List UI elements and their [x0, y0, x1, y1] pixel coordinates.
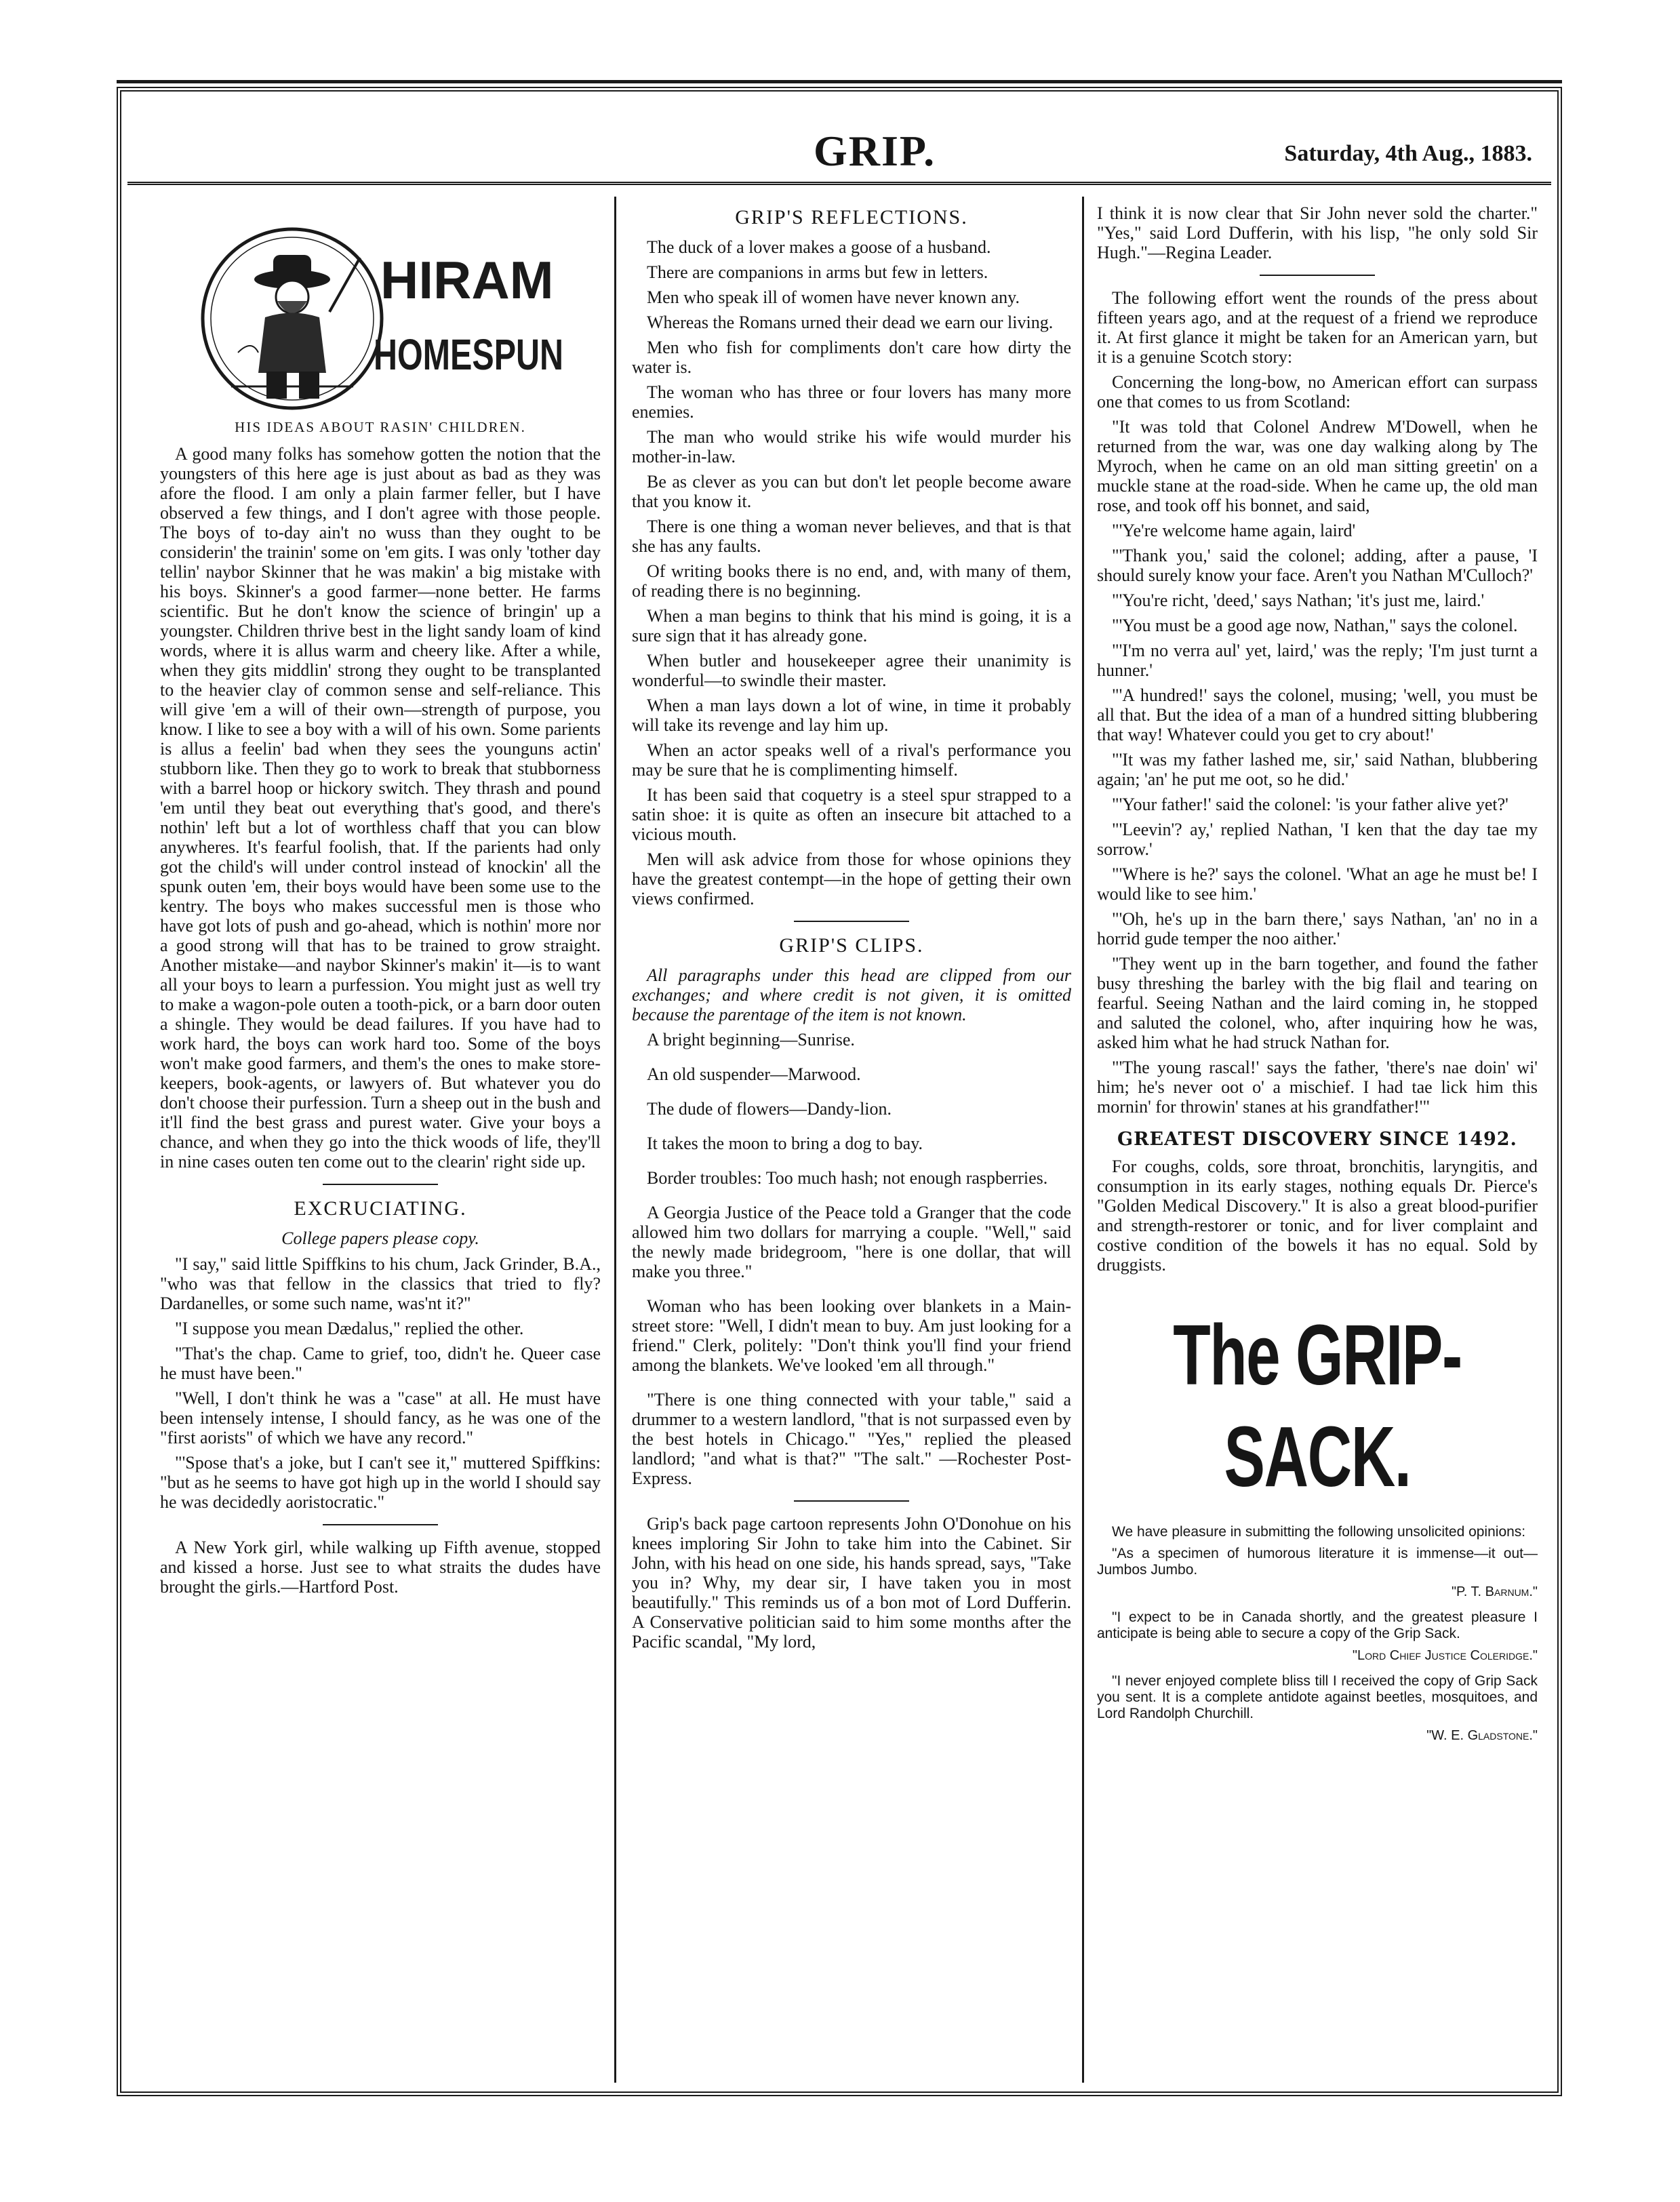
clip-item: An old suspender—Marwood. [647, 1064, 861, 1084]
reflection-item: When butler and housekeeper agree their unanimity is wonderful—to swindle their master. [632, 651, 1071, 690]
reflection-item: Men who speak ill of women have never known any. [647, 287, 1020, 307]
georgia-para: A Georgia Justice of the Peace told a Granger that the code allowed him two dollars for marrying a couple. "Well," said the newly made bridegroom, "here is one dollar, that will make you three." [632, 1203, 1071, 1281]
story-para: "'The young rascal!' says the father, 'there's nae doin' wi' him; he's never oot o' a mischief. I had tae lick him this mornin' for throwin' stanes at his grandfather!'" [1097, 1058, 1538, 1117]
column-1 [160, 203, 601, 2081]
reflection-item: There are companions in arms but few in letters. [647, 262, 988, 282]
reflection-item: Men will ask advice from those for whose opinions they have the greatest contempt—in the hope of getting their own views confirmed. [632, 849, 1071, 908]
story-para: "'Where is he?' says the colonel. 'What an age he must be! I would like to see him.' [1097, 864, 1538, 904]
section-divider [1260, 275, 1375, 276]
reflection-item: Men who fish for compliments don't care how dirty the water is. [632, 338, 1071, 377]
excruciating-heading: EXCRUCIATING. [294, 1197, 467, 1220]
continued-para: I think it is now clear that Sir John never sold the charter." "Yes," said Lord Dufferin, with his lisp, "he only sold Sir Hugh."—Regina Leader. [1097, 203, 1538, 262]
gripsack-opinions [1097, 1524, 1538, 1744]
column-2 [632, 203, 1071, 2081]
story-para: "'Oh, he's up in the barn there,' says Nathan, 'an' no in a horrid gude temper the noo aither.' [1097, 909, 1538, 948]
excruciating-para: "Well, I don't think he was a "case" at all. He must have been intensely intense, I should fancy, as he was one of the "first aorists" of which we have any record." [160, 1388, 601, 1447]
clip-item: Border troubles: Too much hash; not enough raspberries. [647, 1168, 1048, 1188]
gripsack-attribution: "P. T. Barnum." [1451, 1584, 1538, 1599]
reflection-item: Of writing books there is no end, and, with many of them, of reading there is no beginning. [632, 561, 1071, 601]
masthead-rule [127, 182, 1551, 185]
story-para: "'Ye're welcome hame again, laird' [1112, 521, 1356, 540]
story-para: "They went up in the barn together, and found the father busy threshing the barley with the big flail and tearing on fearful. Seeing Nathan and the laird coming in, he stopped and saluted the colonel, who, after inquiring how he was, asked him what he had struck Nathan for. [1097, 954, 1538, 1052]
clip-item: It takes the moon to bring a dog to bay. [647, 1134, 923, 1153]
masthead-date: Saturday, 4th Aug., 1883. [1284, 141, 1532, 166]
scotch-intro: The following effort went the rounds of the press about fifteen years ago, and at the request of a friend we reproduce it. At first glance it might be taken for an American yarn, but it is a genuine Scotch story: [1097, 288, 1538, 367]
reflection-item: It has been said that coquetry is a steel spur strapped to a satin shoe: it is quite as often an insecure bit attached to a vicious mouth. [632, 785, 1071, 844]
excruciating-para: "'Spose that's a joke, but I can't see it," muttered Spiffkins: "but as he seems to have got high up in the world I should say he was decidedly aoristocratic." [160, 1453, 601, 1512]
reflection-item: When a man begins to think that his mind is going, it is a sure sign that it has already gone. [632, 606, 1071, 645]
story-para: "'I'm no verra aul' yet, laird,' was the reply; 'I'm just turnt a hunner.' [1097, 641, 1538, 680]
clip-item: The dude of flowers—Dandy-lion. [647, 1099, 892, 1119]
reflection-item: There is one thing a woman never believes, and that is that she has any faults. [632, 517, 1071, 556]
section-divider [323, 1524, 438, 1525]
scotch-intro: Concerning the long-bow, no American effort can surpass one that comes to us from Scotland: [1097, 372, 1538, 412]
clips-note: All paragraphs under this head are clipped from our exchanges; and where credit is not given, it is omitted because the parentage of the item is not known. [632, 965, 1071, 1024]
reflection-item: When a man lays down a lot of wine, in time it probably will take its revenge and lay him up. [632, 696, 1071, 735]
cartoon-para: Grip's back page cartoon represents John O'Donohue on his knees imploring Sir John to take him into the Cabinet. Sir John, with his head on one side, his hands spread, says, "Take you in? Why, my dear sir, I have taken you in most beautifully." This reminds us of a bon mot of Lord Dufferin. A Conservative politician said to him some months after the Pacific scandal, "My lord, [632, 1514, 1071, 1652]
gripsack-attribution: "Lord Chief Justice Coleridge." [1352, 1648, 1538, 1663]
reflection-item: The duck of a lover makes a goose of a husband. [647, 237, 991, 257]
gripsack-intro: We have pleasure in submitting the following unsolicited opinions: [1112, 1524, 1526, 1540]
discovery-heading: GREATEST DISCOVERY SINCE 1492. [1117, 1129, 1517, 1150]
story-para: "'A hundred!' says the colonel, musing; 'well, you must be all that. But the idea of a man of a hundred sitting blubbering that way! Whatever could you get to cry about!' [1097, 685, 1538, 744]
column-3 [1097, 203, 1538, 2081]
hiram-text: A good many folks has somehow gotten the notion that the youngsters of this here age is just about as bad as they was afore the flood. I am only a plain farmer feller, but I have observed a few things, and I don't agree with those people. The boys of to-day ain't no wuss than they ought to be considerin' the trainin' some on 'em gits. I was only 'tother day tellin' naybor Skinner that he was makin' a big mistake with his boys. Skinner's a good farmer—none better. He farms scientific. But he don't know the science of bringin' up a youngster. Children thrive best in the light sandy loam of kind words, where it is allus warm and cheery like. After a while, when they gits middlin' strong they ought to be transplanted to the heavier clay of common sense and self-reliance. This will give 'em a will of their own—strength of purpose, you know. I like to see a boy with a will of his own. Some parients is allus a feelin' bad when they sees the younguns actin' stubborn like. Then they go to work to break that stubborness with a barrel hoop or hickory switch. They thrash and pound 'em until they beat out everything that's good, and there's nothin' left but a lot of worthless chaff that you can blow anywheres. It's fearful foolish, that. If the parients had only got the child's will under control instead of knockin' all the spunk outen 'em, their boys would have been some use to the kentry. The boys who makes successful men is those who have got lots of push and go-ahead, which is nothin' more nor a good strong will that has to be trained to grow straight. Another mistake—and naybor Skinner's makin' it—is to want all your boys to learn a purfession. You might just as well try to make a wagon-pole outen a tooth-pick, or a barn door outen a shingle. They would be dead failures. If you have had to work hard, the boys can work hard too. Some of the boys won't make good farmers, and them's the ones to make store-keepers, book-agents, or lawyers of. But whatever you do don't choose their purfession. Turn a sheep out in the bush and it'll find the best grass and purest water. Give your boys a chance, and when they go into the thick woods of life, they'll in nine cases outen ten come out to the clearin' right side up. [160, 444, 601, 1172]
excruciating-para: "I say," said little Spiffkins to his chum, Jack Grinder, B.A., "who was that fellow in the classics that tried to fly? Dardanelles, or some such name, was'nt it?" [160, 1254, 601, 1313]
story-para: "'It was my father lashed me, sir,' said Nathan, blubbering again; 'an' he put me oot, so he did.' [1097, 750, 1538, 789]
clip-item: A bright beginning—Sunrise. [647, 1030, 855, 1049]
gripsack-quote: "I expect to be in Canada shortly, and the greatest pleasure I anticipate is being able to secure a copy of the Grip Sack. [1097, 1609, 1538, 1641]
gripsack-quote: "I never enjoyed complete bliss till I received the copy of Grip Sack you sent. It is a complete antidote against beetles, mosquitoes, and Lord Randolph Churchill. [1097, 1673, 1538, 1721]
story-para: "It was told that Colonel Andrew M'Dowell, when he returned from the war, was one day walking along by The Myroch, when he came on an old man sitting greetin' on a muckle stane at the road-side. When he came up, the old man rose, and took off his bonnet, and said, [1097, 417, 1538, 515]
section-divider [794, 1500, 909, 1502]
reflection-item: The man who would strike his wife would murder his mother-in-law. [632, 427, 1071, 466]
story-para: "'Thank you,' said the colonel; adding, after a pause, 'I should surely know your face. Aren't you Nathan M'Culloch?' [1097, 546, 1538, 585]
illustration-caption: HIS IDEAS ABOUT RASIN' CHILDREN. [235, 419, 526, 435]
clips-heading: GRIP'S CLIPS. [779, 934, 924, 957]
blankets-para: Woman who has been looking over blankets in a Main-street store: "Well, I didn't mean to buy. Am just looking for a friend." Clerk, politely: "Don't think you'll find your friend among the blankets. We've looked 'em all through." [632, 1296, 1071, 1375]
section-divider [794, 921, 909, 922]
section-divider [323, 1184, 438, 1185]
column-rule-1 [614, 197, 616, 2083]
gripsack-attribution: "W. E. Gladstone." [1426, 1728, 1538, 1743]
gripsack-title: The GRIP-SACK. [1173, 1307, 1462, 1504]
discovery-para: For coughs, colds, sore throat, bronchitis, laryngitis, and consumption in its early stages, nothing equals Dr. Pierce's "Golden Medical Discovery." It is also a great blood-purifier and strength-restorer or tonic, and for liver complaint and costive condition of the bowels it has no equal. Sold by druggists. [1097, 1157, 1538, 1275]
story-para: "'Your father!' said the colonel: 'is your father alive yet?' [1112, 795, 1508, 814]
column-rule-2 [1082, 197, 1084, 2083]
masthead [136, 126, 1546, 174]
excruciating-subtitle: College papers please copy. [281, 1228, 479, 1248]
story-para: "'You must be a good age now, Nathan," says the colonel. [1112, 616, 1518, 635]
reflections-heading: GRIP'S REFLECTIONS. [735, 206, 968, 228]
drummer-para: "There is one thing connected with your table," said a drummer to a western landlord, "that is not surpassed even by the best hotels in Chicago." "Yes," replied the pleased landlord; "and what is that?" "The salt." —Rochester Post-Express. [632, 1390, 1071, 1488]
excruciating-para: "That's the chap. Came to grief, too, didn't he. Queer case he must have been." [160, 1344, 601, 1383]
top-rule [117, 80, 1562, 83]
illus-title-homespun: HOMESPUN [374, 330, 563, 379]
reflection-item: Whereas the Romans urned their dead we earn our living. [647, 313, 1054, 332]
story-para: "'Leevin'? ay,' replied Nathan, 'I ken that the day tae my sorrow.' [1097, 820, 1538, 859]
reflection-item: When an actor speaks well of a rival's performance you may be sure that he is complimenting himself. [632, 740, 1071, 780]
gripsack-quote: "As a specimen of humorous literature it is immense—it out—Jumbos Jumbo. [1097, 1546, 1538, 1578]
new-york-girl-para: A New York girl, while walking up Fifth avenue, stopped and kissed a horse. Just see to what straits the dudes have brought the girls.—Hartford Post. [160, 1538, 601, 1597]
masthead-title: GRIP. [814, 127, 936, 175]
hiram-homespun-illustration [191, 217, 570, 414]
story-para: "'You're richt, 'deed,' says Nathan; 'it's just me, laird.' [1112, 590, 1485, 610]
reflection-item: Be as clever as you can but don't let people become aware that you know it. [632, 472, 1071, 511]
illus-title-hiram: HIRAM [380, 250, 554, 310]
excruciating-para: "I suppose you mean Dædalus," replied the other. [175, 1319, 524, 1338]
farmer-figure [231, 255, 360, 399]
reflection-item: The woman who has three or four lovers has many more enemies. [632, 382, 1071, 422]
